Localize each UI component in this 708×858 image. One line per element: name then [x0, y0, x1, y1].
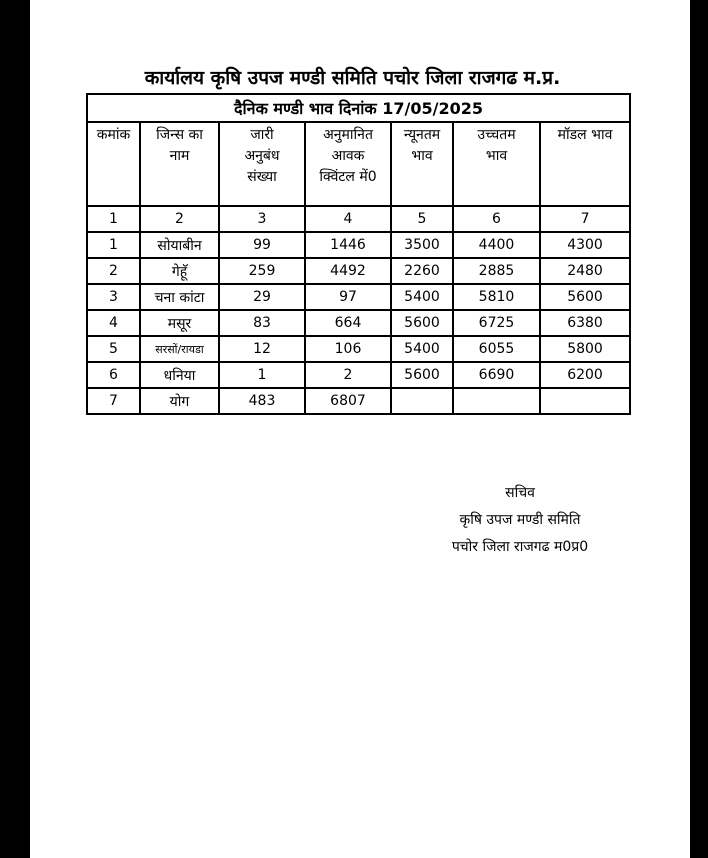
min-price-cell: 5400 [391, 284, 453, 310]
modal-price-cell: 6200 [540, 362, 630, 388]
max-price-cell: 2885 [453, 258, 540, 284]
column-number: 2 [140, 206, 219, 232]
header-min-price: न्यूनतम भाव [391, 122, 453, 206]
arrival-cell: 664 [305, 310, 391, 336]
commodity-cell: सरसों/रायडा [140, 336, 219, 362]
table-row [87, 284, 630, 310]
min-price-cell: 5400 [391, 336, 453, 362]
serial-cell: 7 [87, 388, 140, 414]
modal-price-cell [540, 388, 630, 414]
arrival-cell: 2 [305, 362, 391, 388]
column-number: 6 [453, 206, 540, 232]
office-heading: कार्यालय कृषि उपज मण्डी समिति पचोर जिला राजगढ म.प्र. [144, 67, 561, 89]
contracts-cell: 99 [219, 232, 305, 258]
max-price-cell: 4400 [453, 232, 540, 258]
min-price-cell: 5600 [391, 362, 453, 388]
max-price-cell: 6725 [453, 310, 540, 336]
table-row [87, 336, 630, 362]
commodity-cell: चना कांटा [140, 284, 219, 310]
commodity-cell: गेहूॅ [140, 258, 219, 284]
arrival-cell: 4492 [305, 258, 391, 284]
table-row [87, 310, 630, 336]
min-price-cell: 2260 [391, 258, 453, 284]
serial-cell: 1 [87, 232, 140, 258]
header-row [87, 122, 630, 206]
table-title: दैनिक मण्डी भाव दिनांक 17/05/2025 [87, 94, 630, 122]
contracts-cell: 29 [219, 284, 305, 310]
signatory-location: पचोर जिला राजगढ म0प्र0 [451, 539, 589, 555]
max-price-cell: 5810 [453, 284, 540, 310]
column-number: 4 [305, 206, 391, 232]
serial-cell: 2 [87, 258, 140, 284]
min-price-cell: 5600 [391, 310, 453, 336]
serial-cell: 3 [87, 284, 140, 310]
contracts-cell: 83 [219, 310, 305, 336]
table-row [87, 362, 630, 388]
modal-price-cell: 6380 [540, 310, 630, 336]
commodity-cell: धनिया [140, 362, 219, 388]
commodity-cell: सोयाबीन [140, 232, 219, 258]
serial-cell: 4 [87, 310, 140, 336]
signature-block [430, 480, 610, 561]
modal-price-cell: 2480 [540, 258, 630, 284]
header-arrival: अनुमानित आवक क्विंटल में0 [305, 122, 391, 206]
commodity-cell: मसूर [140, 310, 219, 336]
min-price-cell: 3500 [391, 232, 453, 258]
table-row [87, 232, 630, 258]
contracts-cell: 1 [219, 362, 305, 388]
arrival-cell: 6807 [305, 388, 391, 414]
header-max-price: उच्चतम भाव [453, 122, 540, 206]
header-contracts: जारी अनुबंध संख्या [219, 122, 305, 206]
header-modal-price: मॉडल भाव [540, 122, 630, 206]
header-commodity: जिन्स का नाम [140, 122, 219, 206]
column-number-row [87, 206, 630, 232]
commodity-cell: योग [140, 388, 219, 414]
max-price-cell: 6055 [453, 336, 540, 362]
modal-price-cell: 5800 [540, 336, 630, 362]
signatory-office: कृषि उपज मण्डी समिति [459, 512, 581, 528]
header-serial: कमांक [87, 122, 140, 206]
contracts-cell: 12 [219, 336, 305, 362]
column-number: 1 [87, 206, 140, 232]
serial-cell: 6 [87, 362, 140, 388]
total-row [87, 388, 630, 414]
max-price-cell [453, 388, 540, 414]
arrival-cell: 106 [305, 336, 391, 362]
min-price-cell [391, 388, 453, 414]
mandi-rate-table [86, 93, 631, 415]
contracts-cell: 483 [219, 388, 305, 414]
column-number: 5 [391, 206, 453, 232]
arrival-cell: 97 [305, 284, 391, 310]
max-price-cell: 6690 [453, 362, 540, 388]
modal-price-cell: 5600 [540, 284, 630, 310]
serial-cell: 5 [87, 336, 140, 362]
table-row [87, 258, 630, 284]
column-number: 7 [540, 206, 630, 232]
signatory-designation: सचिव [505, 485, 535, 501]
modal-price-cell: 4300 [540, 232, 630, 258]
column-number: 3 [219, 206, 305, 232]
arrival-cell: 1446 [305, 232, 391, 258]
contracts-cell: 259 [219, 258, 305, 284]
